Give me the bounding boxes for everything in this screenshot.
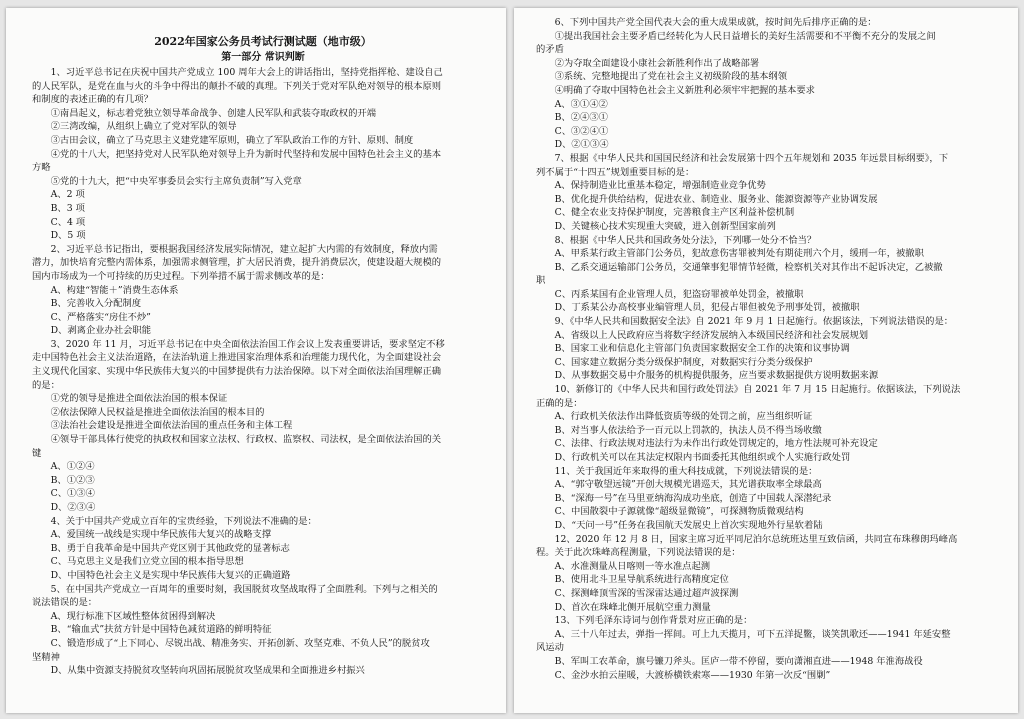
text-line: B、“输血式”扶贫方针是中国特色减贫道路的鲜明特征 xyxy=(32,624,272,636)
text-line: C、马克思主义是我们立党立国的根本指导思想 xyxy=(32,556,244,568)
text-line: C、法律、行政法规对违法行为未作出行政处罚规定的，地方性法规可补充设定 xyxy=(536,438,878,450)
text-line: A、2 项 xyxy=(32,189,85,201)
text-line: C、健全农业支持保护制度，完善粮食主产区利益补偿机制 xyxy=(536,207,795,219)
text-line: B、勇于自我革命是中国共产党区别于其他政党的显著标志 xyxy=(32,542,290,554)
text-line: C、严格落实“房住不炒” xyxy=(32,311,151,323)
text-line: 的是： xyxy=(32,379,60,391)
text-line: 方略 xyxy=(32,162,51,174)
text-line: ④明确了夺取中国特色社会主义新胜利必须牢牢把握的基本要求 xyxy=(536,84,815,96)
text-line: ②三湾改编，从组织上确立了党对军队的领导 xyxy=(32,121,237,133)
text-line: C、国家建立数据分类分级保护制度，对数据实行分类分级保护 xyxy=(536,356,813,368)
text-line: D、丁系某公办高校事业编管理人员，犯侵占罪但被免予刑事处罚，被撤职 xyxy=(536,302,860,314)
text-line: 13、下列毛泽东诗词与创作背景对应正确的是： xyxy=(536,615,753,627)
text-line: A、构建“智能＋”消费生态体系 xyxy=(32,284,179,296)
text-line: B、完善收入分配制度 xyxy=(32,298,142,310)
text-line: D、关键核心技术实现重大突破，进入创新型国家前列 xyxy=(536,220,776,232)
text-line: 键 xyxy=(32,447,42,459)
text-line: D、从事数据交易中介服务的机构提供服务，应当要求数据提供方说明数据来源 xyxy=(536,370,879,382)
text-line: ③古田会议，确立了马克思主义建党建军原则，确立了军队政治工作的方针、原则、制度 xyxy=(32,134,414,146)
text-line: 程。关于此次珠峰高程测量，下列说法错误的是： xyxy=(536,547,741,559)
text-line: 11、关于我国近年来取得的重大科技成就，下列说法错误的是： xyxy=(536,465,818,477)
left-page-body xyxy=(32,66,494,678)
text-line: ①南昌起义，标志着党独立领导革命战争、创建人民军队和武装夺取政权的开端 xyxy=(32,107,376,119)
text-line: B、国家工业和信息化主管部门负责国家数据安全工作的决策和议事协调 xyxy=(536,343,850,355)
text-line: D、②①③④ xyxy=(536,139,609,151)
text-line: 正确的是： xyxy=(536,397,583,409)
text-line: C、4 项 xyxy=(32,216,86,228)
text-line: D、剥离企业办社会职能 xyxy=(32,325,152,337)
text-line: 职 xyxy=(536,275,546,287)
text-line: 3、2020 年 11 月，习近平总书记在中央全面依法治国工作会议上发表重要讲话，要求坚定不移 xyxy=(32,338,445,350)
text-line: ③法治社会建设是推进全面依法治国的重点任务和主体工程 xyxy=(32,420,293,432)
text-line: 6、下列中国共产党全国代表大会的重大成果成就，按时间先后排序正确的是： xyxy=(536,17,877,28)
text-line: C、③②④① xyxy=(536,125,609,137)
text-line: A、三十八年过去，弹指一挥间。可上九天揽月，可下五洋捉鳖，谈笑凯歌还——1941 年延安整 xyxy=(536,628,951,640)
text-line: A、甲系某行政主管部门公务员，犯故意伤害罪被判处有期徒刑六个月，缓刑一年，被撤职 xyxy=(536,248,924,260)
text-line: A、①②④ xyxy=(32,461,95,473)
text-line: A、保持制造业比重基本稳定，增强制造业竞争优势 xyxy=(536,180,766,192)
text-line: 的矛盾 xyxy=(536,44,564,56)
text-line: 的人民军队，是党在血与火的斗争中得出的颠扑不破的真理。下列关于党对军队绝对领导的根本原则 xyxy=(32,80,442,92)
text-line: 走中国特色社会主义法治道路，在法治轨道上推进国家治理体系和治理能力现代化，为全面建设社会 xyxy=(32,352,442,364)
text-line: C、①③④ xyxy=(32,488,95,500)
document-title: 2022年国家公务员考试行测试题（地市级） xyxy=(154,35,372,48)
text-line: B、①②③ xyxy=(32,474,95,486)
left-page xyxy=(6,8,506,713)
text-line: B、“深海一号”在马里亚纳海沟成功坐底，创造了中国载人深潜纪录 xyxy=(536,492,832,504)
text-line: 风运动 xyxy=(536,642,564,654)
text-line: C、中国散裂中子源就像“超级显微镜”，可探测物质微观结构 xyxy=(536,506,804,518)
text-line: D、5 项 xyxy=(32,230,86,242)
text-line: 和制度的表述正确的有几项？ xyxy=(32,94,153,106)
text-line: 1、习近平总书记在庆祝中国共产党成立 100 周年大会上的讲话指出，坚持党指挥枪、建设自己 xyxy=(32,67,443,78)
text-line: B、使用北斗卫星导航系统进行高精度定位 xyxy=(536,574,729,586)
text-line: C、丙系某国有企业管理人员，犯盗窃罪被单处罚金，被撤职 xyxy=(536,288,804,300)
text-line: B、对当事人依法给予一百元以上罚款的，执法人员不得当场收缴 xyxy=(536,424,822,436)
text-line: D、首次在珠峰北侧开展航空重力测量 xyxy=(536,601,711,613)
text-line: A、省级以上人民政府应当将数字经济发展纳入本级国民经济和社会发展规划 xyxy=(536,329,869,341)
text-line: 12、2020 年 12 月 8 日，国家主席习近平同尼泊尔总统班达里互致信函，共同宣布珠穆朗玛峰高 xyxy=(536,533,958,545)
text-line: ④领导干部具体行使党的执政权和国家立法权、行政权、监察权、司法权，是全面依法治国的关 xyxy=(32,434,442,446)
text-line: 2、习近平总书记指出，要根据我国经济发展实际情况，建立起扩大内需的有效制度，释放内需 xyxy=(32,243,438,255)
text-line: 8、根据《中华人民共和国政务处分法》，下列哪一处分不恰当？ xyxy=(536,234,817,246)
text-line: B、乙系交通运输部门公务员，交通肇事犯罪情节轻微，检察机关对其作出不起诉决定，乙被撤 xyxy=(536,261,943,273)
text-line: B、军叫工农革命，旗号镰刀斧头。匡庐一带不停留，要向潇湘直进——1948 年淮海战役 xyxy=(536,655,923,667)
text-line: A、现行标准下区域性整体贫困得到解决 xyxy=(32,610,216,622)
right-page-body xyxy=(536,16,1006,682)
text-line: 说法错误的是： xyxy=(32,597,98,609)
text-line: ②为夺取全面建设小康社会新胜利作出了战略部署 xyxy=(536,57,760,69)
section-heading: 第一部分 常识判断 xyxy=(221,52,305,63)
text-line: B、优化提升供给结构，促进农业、制造业、服务业、能源资源等产业协调发展 xyxy=(536,193,878,205)
text-line: D、从集中资源支持脱贫攻坚转向巩固拓展脱贫攻坚成果和全面推进乡村振兴 xyxy=(32,665,365,677)
text-line: C、探测峰顶雪深的雪深雷达通过超声波探测 xyxy=(536,587,739,599)
text-line: 10、新修订的《中华人民共和国行政处罚法》自 2021 年 7 月 15 日起施行。依据该法，下列说法 xyxy=(536,384,961,396)
text-line: 坚精神 xyxy=(32,651,60,663)
text-line: ④党的十八大，把坚持党对人民军队绝对领导上升为新时代坚持和发展中国特色社会主义的基本 xyxy=(32,148,442,160)
text-line: B、3 项 xyxy=(32,202,85,214)
text-line: ②依法保障人民权益是推进全面依法治国的根本目的 xyxy=(32,406,265,418)
text-line: 4、关于中国共产党成立百年的宝贵经验，下列说法不准确的是： xyxy=(32,515,317,527)
text-line: B、②④③① xyxy=(536,112,608,124)
text-line: A、爱国统一战线是实现中华民族伟大复兴的战略支撑 xyxy=(32,529,272,541)
text-line: A、③①④② xyxy=(536,98,608,110)
text-line: 国内市场成为一个可持续的历史过程。下列举措不属于需求侧改革的是： xyxy=(32,270,330,282)
text-line: D、②③④ xyxy=(32,502,96,513)
text-line: ①党的领导是推进全面依法治国的根本保证 xyxy=(32,393,228,405)
text-line: D、中国特色社会主义是实现中华民族伟大复兴的正确道路 xyxy=(32,569,291,581)
right-page xyxy=(514,8,1018,713)
text-line: C、金沙水拍云崖暖，大渡桥横铁索寒——1930 年第一次反“围剿” xyxy=(536,669,831,681)
text-line: C、锻造形成了“上下同心、尽锐出战、精准务实、开拓创新、攻坚克难、不负人民”的脱贫攻 xyxy=(32,637,430,649)
text-line: ⑤党的十九大，把“中央军事委员会实行主席负责制”写入党章 xyxy=(32,175,302,187)
text-line: 列不属于“十四五”规划重要目标的是： xyxy=(536,166,695,178)
text-line: ①提出我国社会主要矛盾已经转化为人民日益增长的美好生活需要和不平衡不充分的发展之间 xyxy=(536,30,936,42)
text-line: 9、《中华人民共和国数据安全法》自 2021 年 9 月 1 日起施行。依据该法，下列说法错误的是： xyxy=(536,316,954,328)
text-line: 潜力，加快培育完整内需体系，加强需求侧管理，扩大居民消费，提升消费层次，使建设超大规模的 xyxy=(32,257,442,269)
text-line: 5、在中国共产党成立一百周年的重要时刻，我国脱贫攻坚战取得了全面胜利。下列与之相关的 xyxy=(32,583,438,595)
text-line: 7、根据《中华人民共和国国民经济和社会发展第十四个五年规划和 2035 年远景目标纲要》，下 xyxy=(536,152,949,164)
text-line: 主义现代化国家、实现中华民族伟大复兴的中国梦提供有力法治保障。以下对全面依法治国理解正确 xyxy=(32,366,442,378)
text-line: A、行政机关依法作出降低资质等级的处罚之前，应当组织听证 xyxy=(536,411,813,423)
text-line: D、“天问一号”任务在我国航天发展史上首次实现地外行星软着陆 xyxy=(536,519,823,531)
text-line: ③系统、完整地提出了党在社会主义初级阶段的基本纲领 xyxy=(536,71,788,83)
text-line: D、行政机关可以在其法定权限内书面委托其他组织或个人实施行政处罚 xyxy=(536,452,851,463)
text-line: A、“郭守敬望远镜”开创大规模光谱巡天，其光谱获取率全球最高 xyxy=(536,479,822,491)
text-line: A、水准测量从日喀则一等水准点起测 xyxy=(536,560,711,572)
